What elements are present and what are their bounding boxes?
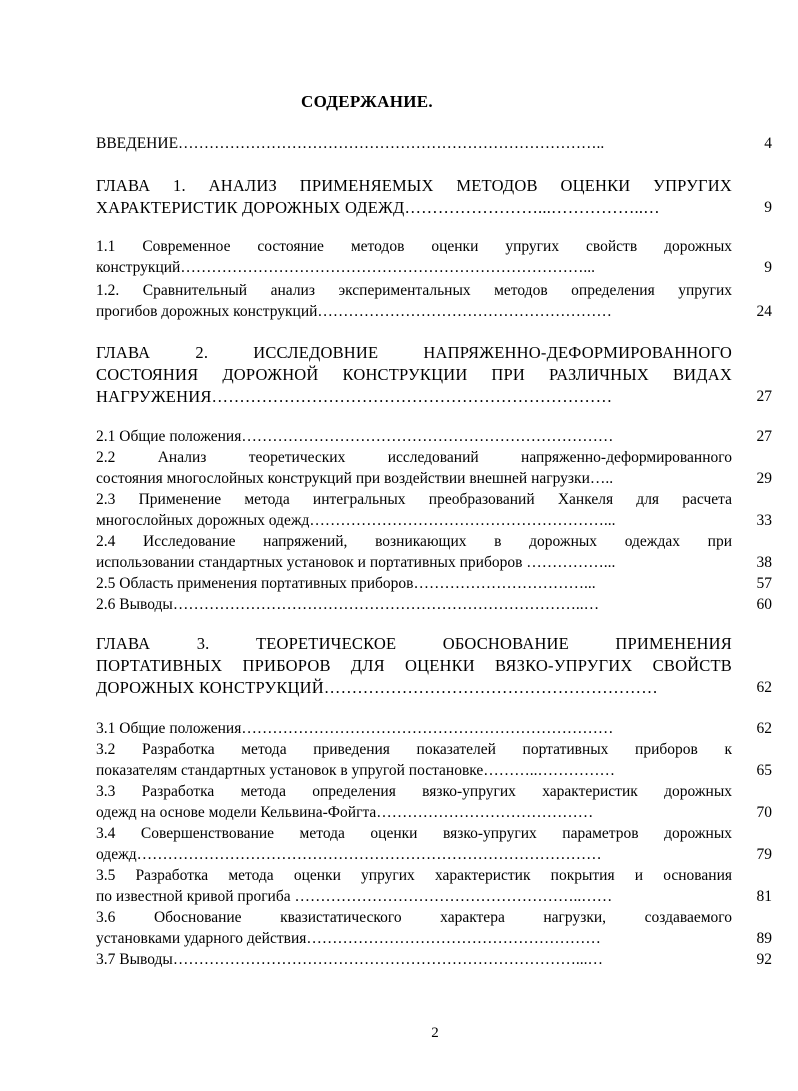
toc-entry-text: 1.2. Сравнительный анализ экспериментальных методов определения упругих bbox=[96, 282, 732, 299]
toc-entry-text: ГЛАВА 3. ТЕОРЕТИЧЕСКОЕ ОБОСНОВАНИЕ ПРИМЕНЕНИЯ bbox=[96, 634, 732, 653]
toc-entry-text: 1.1 Современное состояние методов оценки упругих свойств дорожных bbox=[96, 238, 732, 255]
toc-entry-text: 3.3 Разработка метода определения вязко-упругих характеристик дорожных bbox=[96, 783, 732, 800]
toc-page-number: 62 bbox=[756, 679, 772, 696]
toc-page-number: 89 bbox=[756, 930, 772, 947]
toc-entry-text: ГЛАВА 1. АНАЛИЗ ПРИМЕНЯЕМЫХ МЕТОДОВ ОЦЕНКИ УПРУГИХ bbox=[96, 176, 732, 195]
toc-entry-text: 2.6 Выводы……………………………………………………………………..… bbox=[96, 596, 600, 613]
toc-page-number: 4 bbox=[764, 135, 772, 152]
toc-entry-text: 3.2 Разработка метода приведения показателей портативных приборов к bbox=[96, 741, 732, 758]
toc-entry-text: многослойных дорожных одежд…………………………………………………... bbox=[96, 512, 616, 529]
toc-entry-introduction[interactable] bbox=[96, 133, 776, 154]
toc-entry-chapter-3[interactable] bbox=[96, 633, 776, 699]
toc-entry-2-5[interactable] bbox=[96, 573, 776, 594]
toc-entry-text: ГЛАВА 2. ИССЛЕДОВНИЕ НАПРЯЖЕННО-ДЕФОРМИРОВАННОГО bbox=[96, 343, 732, 362]
toc-page-number: 81 bbox=[756, 888, 772, 905]
toc-entry-3-3[interactable] bbox=[96, 781, 776, 823]
toc-entry-3-1[interactable] bbox=[96, 718, 776, 739]
toc-page-number: 57 bbox=[756, 575, 772, 592]
toc-page-number: 38 bbox=[756, 554, 772, 571]
toc-entry-2-4[interactable] bbox=[96, 531, 776, 573]
page-title: СОДЕРЖАНИЕ. bbox=[301, 92, 433, 111]
toc-entry-3-6[interactable] bbox=[96, 907, 776, 949]
toc-page-number: 70 bbox=[756, 804, 772, 821]
toc-page-number: 29 bbox=[756, 470, 772, 487]
toc-entry-text: 3.6 Обоснование квазистатического характера нагрузки, создаваемого bbox=[96, 909, 732, 926]
toc-entry-text: 2.4 Исследование напряжений, возникающих в дорожных одеждах при bbox=[96, 533, 732, 550]
toc-page-number: 9 bbox=[764, 199, 772, 216]
toc-page-number: 27 bbox=[756, 428, 772, 445]
toc-entry-text: 3.4 Совершенствование метода оценки вязко-упругих параметров дорожных bbox=[96, 825, 732, 842]
toc-entry-text: прогибов дорожных конструкций………………………………………………… bbox=[96, 303, 612, 320]
toc-page-number: 60 bbox=[756, 596, 772, 613]
toc-entry-1-1[interactable] bbox=[96, 236, 776, 278]
toc-entry-3-2[interactable] bbox=[96, 739, 776, 781]
toc-entry-text: по известной кривой прогиба ………………………………………………..…… bbox=[96, 888, 613, 905]
toc-entry-text: 3.1 Общие положения……………………………………………………………… bbox=[96, 720, 614, 737]
toc-entry-text: установками ударного действия………………………………………………… bbox=[96, 930, 601, 947]
toc-page-number: 24 bbox=[756, 303, 772, 320]
toc-entry-text: показателям стандартных установок в упругой постановке………..…………… bbox=[96, 762, 616, 779]
toc-entry-text: 2.2 Анализ теоретических исследований напряженно-деформированного bbox=[96, 449, 732, 466]
toc-entry-text: НАГРУЖЕНИЯ……………………………………………………………… bbox=[96, 387, 613, 406]
toc-page-number: 33 bbox=[756, 512, 772, 529]
toc-entry-text: 2.1 Общие положения……………………………………………………………… bbox=[96, 428, 614, 445]
toc-entry-text: 2.3 Применение метода интегральных преобразований Ханкеля для расчета bbox=[96, 491, 732, 508]
toc-entry-text: 2.5 Область применения портативных приборов……………………………... bbox=[96, 575, 596, 592]
toc-entry-text: конструкций……………………………………………………………………... bbox=[96, 259, 595, 276]
toc-page-number: 62 bbox=[756, 720, 772, 737]
toc-entry-2-2[interactable] bbox=[96, 447, 776, 489]
toc-entry-text: использовании стандартных установок и портативных приборов ……………... bbox=[96, 554, 616, 571]
toc-page-number: 65 bbox=[756, 762, 772, 779]
toc-entry-3-4[interactable] bbox=[96, 823, 776, 865]
toc-entry-chapter-1[interactable] bbox=[96, 175, 776, 219]
toc-page-number: 27 bbox=[756, 388, 772, 405]
toc-entry-3-7[interactable] bbox=[96, 949, 776, 970]
toc-entry-chapter-2[interactable] bbox=[96, 342, 776, 408]
toc-entry-text: ДОРОЖНЫХ КОНСТРУКЦИЙ…………………………………………………… bbox=[96, 678, 658, 697]
toc-entry-text: ВВЕДЕНИЕ……………………………………………………………………….. bbox=[96, 135, 605, 152]
toc-entry-text: СОСТОЯНИЯ ДОРОЖНОЙ КОНСТРУКЦИИ ПРИ РАЗЛИЧНЫХ ВИДАХ bbox=[96, 365, 732, 384]
toc-page-number: 79 bbox=[756, 846, 772, 863]
toc-entry-text: состояния многослойных конструкций при воздействии внешней нагрузки….. bbox=[96, 470, 614, 487]
toc-entry-text: 3.7 Выводы……………………………………………………………………...… bbox=[96, 951, 603, 968]
toc-entry-text: ХАРАКТЕРИСТИК ДОРОЖНЫХ ОДЕЖД……………………...……………..… bbox=[96, 198, 660, 217]
toc-entry-1-2[interactable] bbox=[96, 280, 776, 322]
toc-page-number: 9 bbox=[764, 259, 772, 276]
toc-entry-text: 3.5 Разработка метода оценки упругих характеристик покрытия и основания bbox=[96, 867, 732, 884]
toc-page-number: 92 bbox=[756, 951, 772, 968]
toc-entry-text: ПОРТАТИВНЫХ ПРИБОРОВ ДЛЯ ОЦЕНКИ ВЯЗКО-УПРУГИХ СВОЙСТВ bbox=[96, 656, 732, 675]
toc-entry-text: одежд……………………………………………………………………………… bbox=[96, 846, 602, 863]
toc-entry-3-5[interactable] bbox=[96, 865, 776, 907]
toc-entry-2-6[interactable] bbox=[96, 594, 776, 615]
toc-entry-text: одежд на основе модели Кельвина-Фойгта…………………………………… bbox=[96, 804, 594, 821]
page-number: 2 bbox=[431, 1025, 439, 1041]
toc-entry-2-1[interactable] bbox=[96, 426, 776, 447]
toc-entry-2-3[interactable] bbox=[96, 489, 776, 531]
